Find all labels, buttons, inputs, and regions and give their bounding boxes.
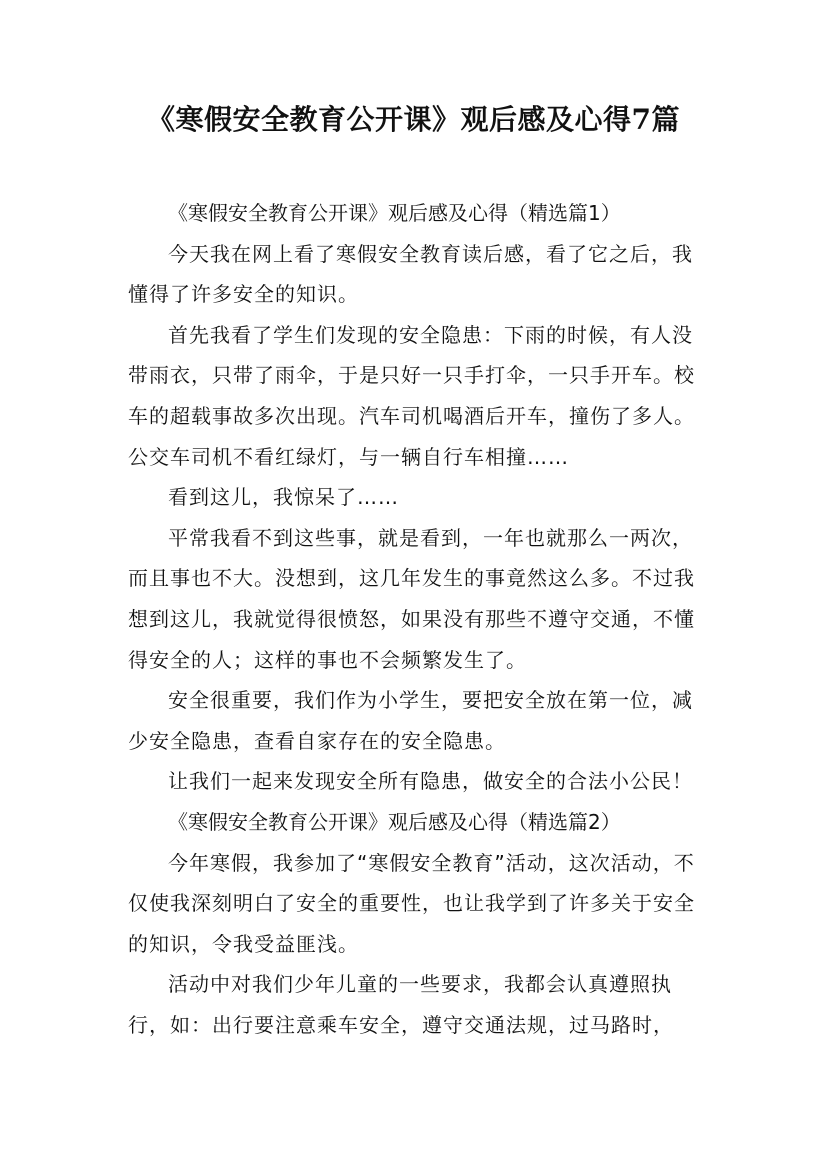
paragraph: 安全很重要，我们作为小学生，要把安全放在第一位，减少安全隐患，查看自家存在的安全隐患。 — [128, 688, 693, 753]
paragraph: 今年寒假，我参加了“寒假安全教育”活动，这次活动，不仅使我深刻明白了安全的重要性，也让我学到了许多关于安全的知识，令我受益匪浅。 — [128, 850, 695, 956]
section-heading-2: 《寒假安全教育公开课》观后感及心得（精选篇2） — [168, 809, 621, 834]
paragraph: 让我们一起来发现安全所有隐患，做安全的合法小公民！ — [168, 769, 693, 794]
paragraph: 平常我看不到这些事，就是看到，一年也就那么一两次，而且事也不大。没想到，这几年发生的事竟然这么多。不过我想到这儿，我就觉得很愤怒，如果没有那些不遵守交通，不懂得安全的人；这样的事也不会频繁发生了。 — [128, 525, 695, 672]
paragraph: 首先我看了学生们发现的安全隐患：下雨的时候，有人没带雨衣，只带了雨伞，于是只好一只手打伞，一只手开车。校车的超载事故多次出现。汽车司机喝酒后开车，撞伤了多人。公交车司机不看红绿灯，与一辆自行车相撞…… — [128, 322, 695, 469]
document-body — [128, 193, 712, 1045]
section-heading-1: 《寒假安全教育公开课》观后感及心得（精选篇1） — [168, 201, 621, 225]
paragraph: 看到这儿，我惊呆了…… — [168, 485, 399, 510]
paragraph: 今天我在网上看了寒假安全教育读后感，看了它之后，我懂得了许多安全的知识。 — [128, 241, 693, 307]
paragraph: 活动中对我们少年儿童的一些要求，我都会认真遵照执行，如：出行要注意乘车安全，遵守交通法规，过马路时， — [128, 972, 674, 1037]
document-title: 《寒假安全教育公开课》观后感及心得7篇 — [147, 103, 680, 136]
